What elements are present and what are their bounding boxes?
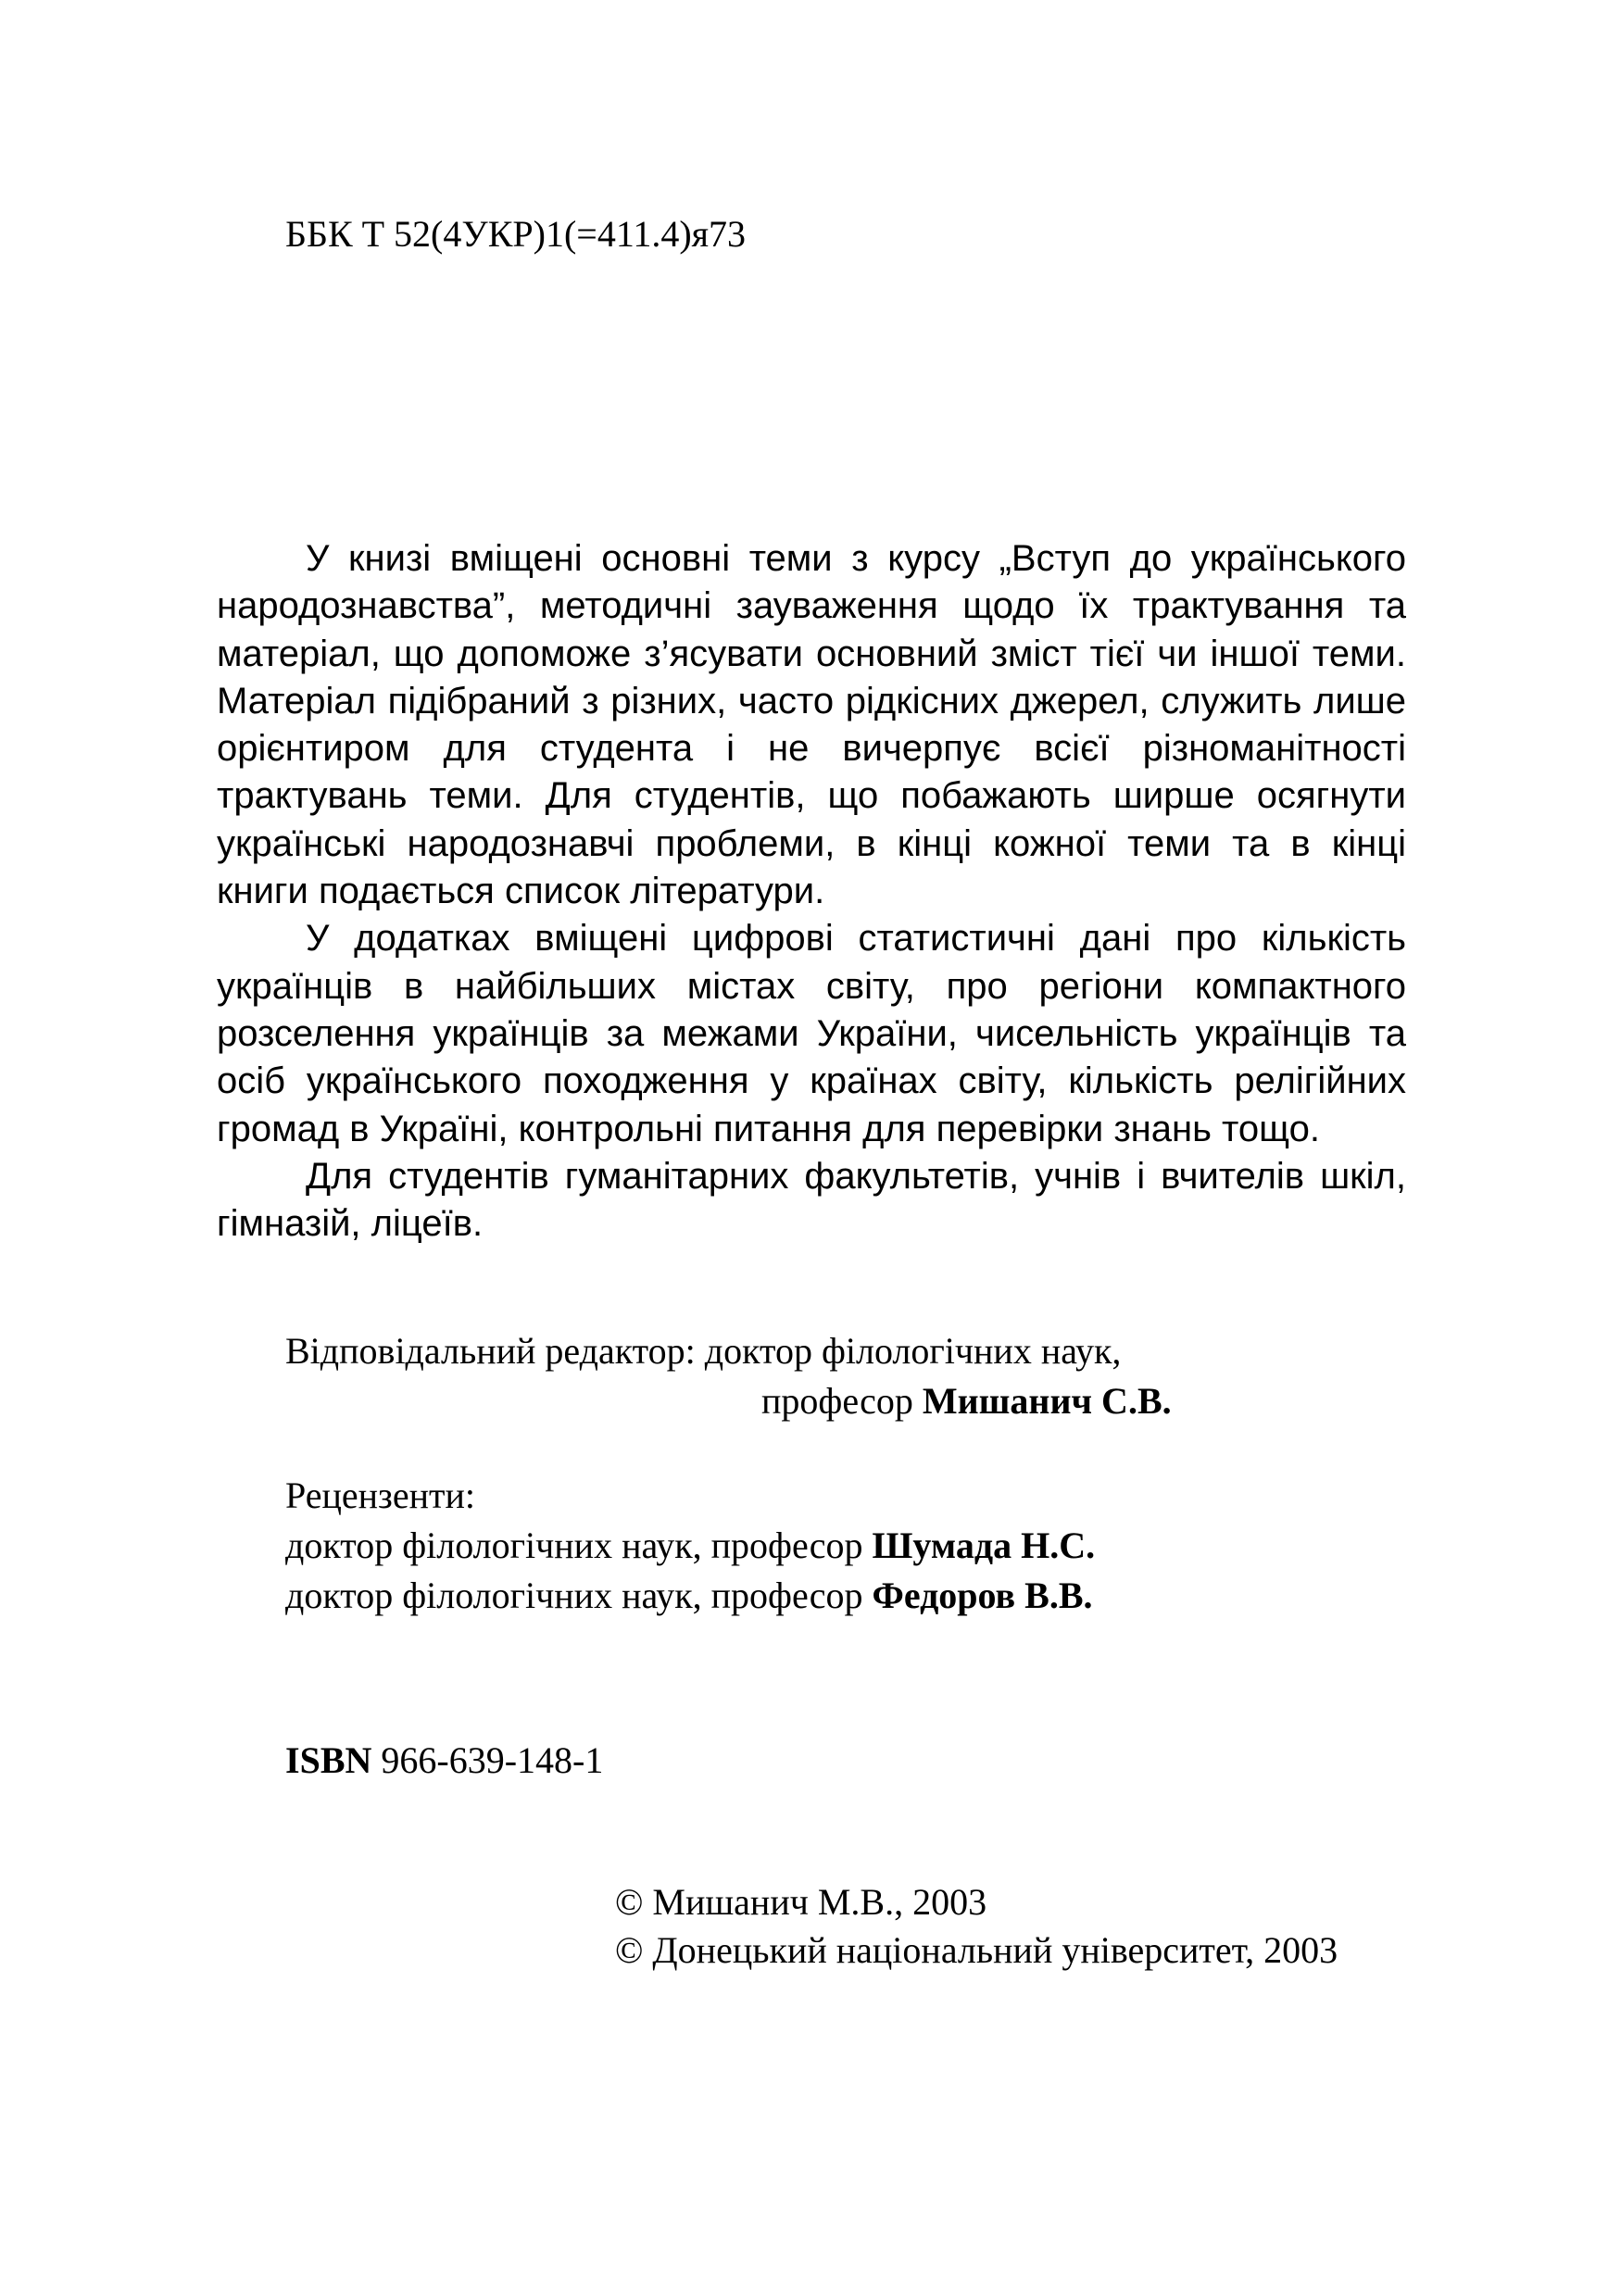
reviewer-item: [285, 1571, 1095, 1621]
bbk-classification: ББК Т 52(4УКР)1(=411.4)я73: [285, 213, 747, 255]
isbn-number: 966-639-148-1: [371, 1739, 604, 1781]
editor-title: професор: [761, 1380, 923, 1422]
isbn: [285, 1738, 603, 1784]
reviewer-title: доктор філологічних наук, професор: [285, 1575, 873, 1616]
responsible-editor: [285, 1326, 1172, 1426]
isbn-label: ISBN: [285, 1739, 372, 1781]
annotation-paragraph: У додатках вміщені цифрові статистичні дані про кількість українців в найбільших містах світу, про регіони компактного розселення українців за межами України, чисельність українців та осіб українського походження у країнах світу, кількість релігійних громад в Україні, контрольні питання для перевірки знань тощо.: [217, 918, 1406, 1149]
annotation-paragraph: У книзі вміщені основні теми з курсу „Вступ до українського народознавства”, методичні зауваження щодо їх трактування та матеріал, що допоможе з’ясувати основний зміст тієї чи іншої теми. Матеріал підібраний з різних, часто рідкісних джерел, служить лише орієнтиром для студента і не вичерпує всієї різноманітності трактувань теми. Для студентів, що побажають ширше осягнути українські народознавчі проблеми, в кінці кожної теми та в кінці книги подається список літератури.: [217, 538, 1406, 912]
reviewer-item: [285, 1521, 1095, 1571]
reviewer-name: Шумада Н.С.: [872, 1524, 1096, 1566]
reviewer-name: Федоров В.В.: [872, 1575, 1093, 1616]
annotation: [217, 535, 1406, 1248]
annotation-paragraph: Для студентів гуманітарних факультетів, учнів і вчителів шкіл, гімназій, ліцеїв.: [217, 1155, 1406, 1245]
editor-name-line: [285, 1376, 1172, 1426]
editor-label: Відповідальний редактор: доктор філологічних наук,: [285, 1330, 1122, 1372]
copyright-line: © Донецький національний університет, 2003: [615, 1929, 1338, 1971]
copyright-block: [615, 1878, 1338, 1975]
reviewers-label: Рецензенти:: [285, 1474, 475, 1516]
reviewer-title: доктор філологічних наук, професор: [285, 1524, 873, 1566]
reviewers: [285, 1471, 1095, 1621]
copyright-line: © Мишанич М.В., 2003: [615, 1881, 987, 1923]
editor-name: Мишанич С.В.: [922, 1380, 1172, 1422]
